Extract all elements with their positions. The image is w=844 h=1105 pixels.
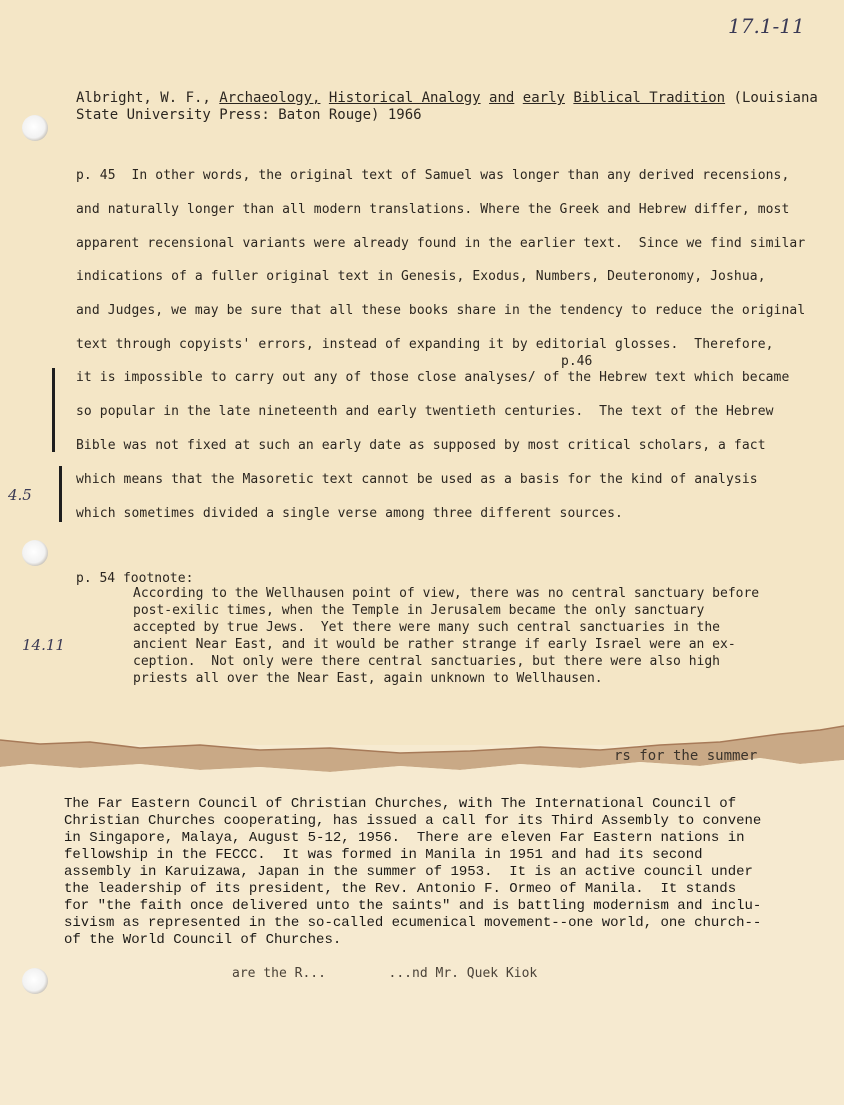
quote-line: indications of a fuller original text in Genesis, Exodus, Numbers, Deuteronomy, Joshua, — [76, 269, 766, 284]
citation-title-historical-analogy: Historical Analogy — [328, 90, 481, 106]
punch-hole-middle — [22, 540, 48, 566]
clipping-line: in Singapore, Malaya, August 5-12, 1956. There are eleven Far Eastern nations in — [64, 830, 745, 846]
citation-title-and: and — [489, 90, 515, 106]
clipping-line: sivism as represented in the so-called ecumenical movement--one world, one church-- — [64, 915, 762, 931]
clipping-bottom-fragment: are the R... ...nd Mr. Quek Kiok — [232, 966, 538, 981]
margin-note-45: 4.5 — [8, 486, 32, 504]
quote-line: so popular in the late nineteenth and early twentieth centuries. The text of the Hebrew — [76, 404, 774, 419]
margin-bar-upper — [52, 368, 55, 452]
footnote-line: ception. Not only were there central sanctuaries, but there were also high — [133, 654, 720, 669]
quote-line: and Judges, we may be sure that all these books share in the tendency to reduce the original — [76, 303, 806, 318]
clipping-line: The Far Eastern Council of Christian Churches, with The International Council of — [64, 796, 737, 812]
margin-note-14: 14.11 — [22, 636, 65, 654]
citation-title-archaeology: Archaeology, — [219, 90, 321, 106]
quote-line: text through copyists' errors, instead of expanding it by editorial glosses. Therefore, — [76, 337, 774, 352]
footnote-line: post-exilic times, when the Temple in Jerusalem became the only sanctuary — [133, 603, 705, 618]
citation-line-1 — [76, 90, 818, 106]
clipping-line: the leadership of its president, the Rev. Antonio F. Ormeo of Manila. It stands — [64, 881, 737, 897]
footnote-line: According to the Wellhausen point of view, there was no central sanctuary before — [133, 586, 760, 601]
punch-hole-bottom — [22, 968, 48, 994]
footnote-line: accepted by true Jews. Yet there were many such central sanctuaries in the — [133, 620, 720, 635]
clipping-line: of the World Council of Churches. — [64, 932, 342, 948]
quote-line: and naturally longer than all modern translations. Where the Greek and Hebrew differ, most — [76, 202, 790, 217]
footnote-label: p. 54 footnote: — [76, 571, 194, 586]
punch-hole-top — [22, 115, 48, 141]
quote-line: apparent recensional variants were already found in the earlier text. Since we find similar — [76, 236, 806, 251]
quote-line: Bible was not fixed at such an early date as supposed by most critical scholars, a fact — [76, 438, 766, 453]
citation-title-early: early — [522, 90, 565, 106]
footnote-line: priests all over the Near East, again unknown to Wellhausen. — [133, 671, 603, 686]
page-break-marker: p.46 — [561, 354, 593, 369]
clipping-line: Christian Churches cooperating, has issued a call for its Third Assembly to convene — [64, 813, 762, 829]
clipping-line: for "the faith once delivered unto the saints" and is battling modernism and inclu- — [64, 898, 762, 914]
page-reference-note: 17.1-11 — [728, 14, 805, 38]
footnote-line: ancient Near East, and it would be rather strange if early Israel were an ex- — [133, 637, 736, 652]
clipping-line: assembly in Karuizawa, Japan in the summer of 1953. It is an active council under — [64, 864, 753, 880]
citation-author: Albright, W. F., — [76, 90, 211, 106]
citation-line-2: State University Press: Baton Rouge) 1966 — [76, 107, 422, 123]
citation-title-biblical-tradition: Biblical Tradition — [573, 90, 726, 106]
quote-line: it is impossible to carry out any of those close analyses/ of the Hebrew text which became — [76, 370, 790, 385]
quote-line: p. 45 In other words, the original text of Samuel was longer than any derived recensions, — [76, 168, 790, 183]
quote-line: which sometimes divided a single verse among three different sources. — [76, 506, 623, 521]
clipping-line: fellowship in the FECCC. It was formed in Manila in 1951 and had its second — [64, 847, 703, 863]
quote-line: which means that the Masoretic text cannot be used as a basis for the kind of analysis — [76, 472, 758, 487]
clipping-top-fragment: rs for the summer — [614, 748, 758, 764]
margin-bar-lower — [59, 466, 62, 522]
citation-publisher-open: (Louisiana — [733, 90, 818, 106]
